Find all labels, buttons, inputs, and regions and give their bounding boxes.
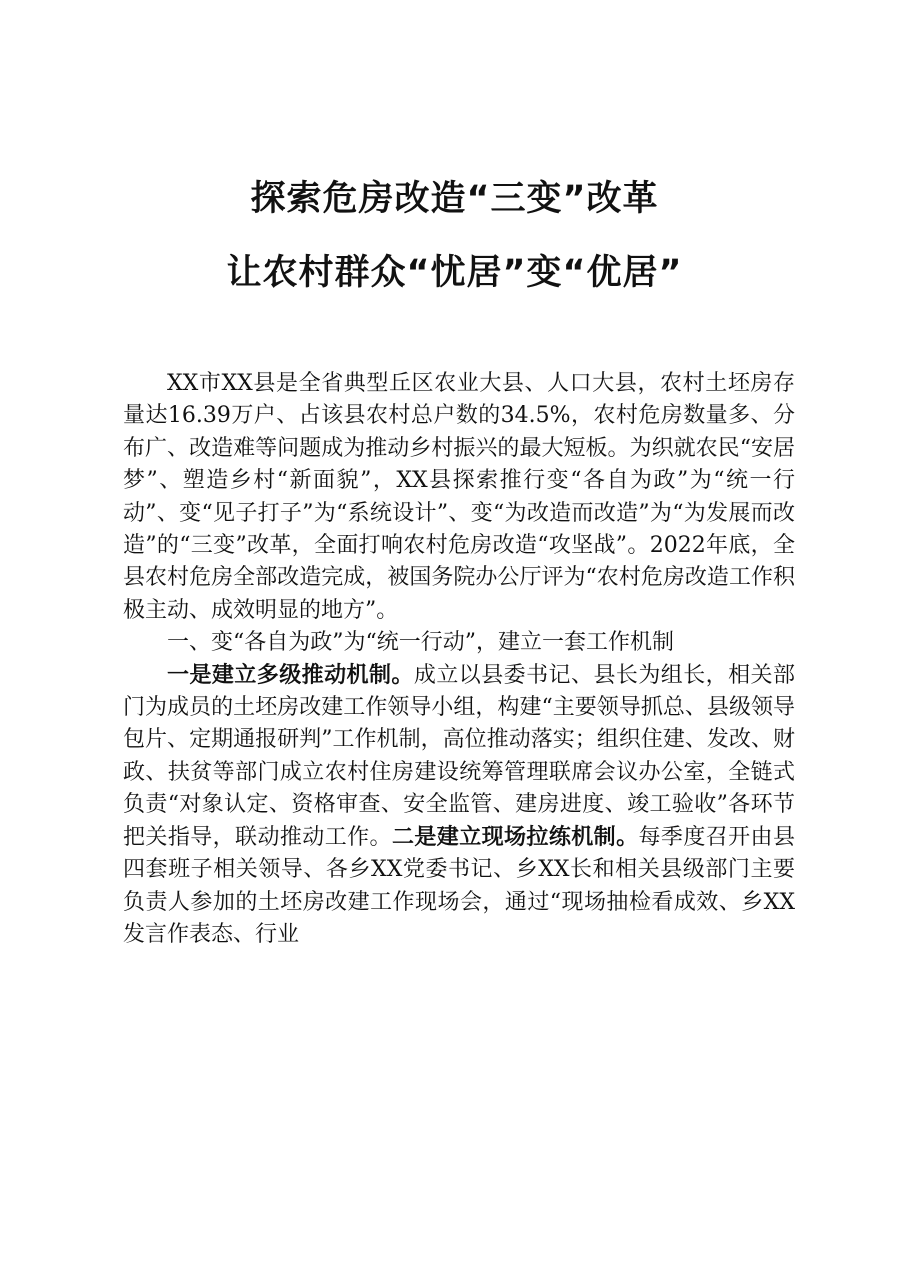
intro-paragraph: XX市XX县是全省典型丘区农业大县、人口大县，农村土坯房存量达16.39万户、占该县农村总户数的34.5%，农村危房数量多、分布广、改造难等问题成为推动乡村振兴的最大短板。为织就农民“安居梦”、塑造乡村“新面貌”，XX县探索推行变“各自为政”为“统一行动”、变“见子打子”为“系统设计”、变“为改造而改造”为“为发展而改造”的“三变”改革，全面打响农村危房改造“攻坚战”。2022年底，全县农村危房全部改造完成，被国务院办公厅评为“农村危房改造工作积极主动、成效明显的地方”。 — [123, 371, 795, 623]
point-2-lead: 二是建立现场拉练机制。 — [391, 824, 639, 850]
title-line-2: 让农村群众“忧居”变“优居” — [226, 253, 683, 293]
point-2-text: 每季度召开由县四套班子相关领导、各乡XX党委书记、乡XX长和相关县级部门主要负责人参加的土坯房改建工作现场会，通过“现场抽检看成效、乡XX发言作表态、行业 — [123, 824, 795, 947]
document-title — [0, 176, 909, 296]
title-line-1: 探索危房改造“三变”改革 — [250, 179, 659, 219]
point-1-lead: 一是建立多级推动机制。 — [167, 662, 414, 688]
point-1-text: 成立以县委书记、县长为组长，相关部门为成员的土坯房改建工作领导小组，构建“主要领导抓总、县级领导包片、定期通报研判”工作机制，高位推动落实；组织住建、发改、财政、扶贫等部门成立农村住房建设统筹管理联席会议办公室，全链式负责“对象认定、资格审查、安全监管、建房进度、竣工验收”各环节把关指导，联动推动工作。 — [123, 662, 795, 850]
section-1-content — [123, 660, 795, 952]
section-1-heading: 一、变“各自为政”为“统一行动”，建立一套工作机制 — [167, 630, 674, 656]
document-body — [123, 368, 795, 951]
